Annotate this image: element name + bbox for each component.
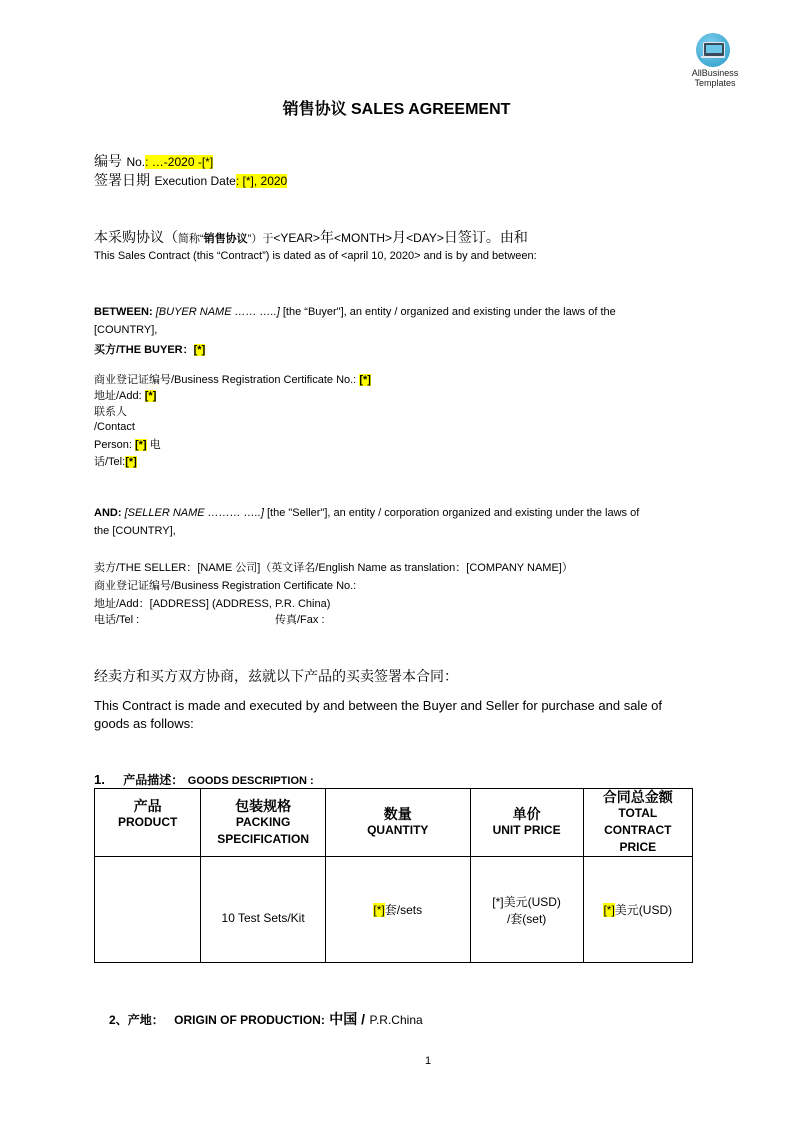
- buyer-contact-en: /Contact: [94, 421, 135, 433]
- cell-quantity: [*]套/sets: [325, 857, 470, 963]
- agreement-en-line1: This Contract is made and executed by and between the Buyer and Seller for purchase and sale of: [94, 698, 663, 713]
- cell-unit-price: [*]美元(USD) /套(set): [470, 857, 583, 963]
- page-title: 销售协议 SALES AGREEMENT: [282, 101, 511, 118]
- cell-packing: 10 Test Sets/Kit: [201, 857, 326, 963]
- header-packing: 包装规格 PACKING SPECIFICATION: [201, 789, 326, 857]
- seller-country: the [COUNTRY],: [94, 525, 176, 537]
- seller-label: 卖方/THE SELLER：[NAME 公司]（英文译名/English Name as translation：[COMPANY NAME]）: [94, 562, 573, 574]
- header-unit-price: 单价 UNIT PRICE: [470, 789, 583, 857]
- goods-table: [94, 788, 693, 963]
- agreement-cn: 经卖方和买方双方协商，兹就以下产品的买卖签署本合同：: [94, 668, 458, 684]
- logo-text: AllBusiness Templates: [691, 68, 739, 88]
- buyer-contact-person: Person: [*] 电: [94, 439, 161, 451]
- table-header-row: [95, 789, 693, 857]
- header-quantity: 数量 QUANTITY: [325, 789, 470, 857]
- section2-heading: 2、产地： ORIGIN OF PRODUCTION: 中国 / P.R.China: [109, 1011, 423, 1027]
- page-number: 1: [425, 1055, 432, 1067]
- buyer-registration: 商业登记证编号/Business Registration Certificate No.: [*]: [94, 374, 371, 386]
- seller-and: AND: [SELLER NAME ……… …..] [the "Seller"], an entity / corporation organized and existing under the laws of: [94, 507, 640, 519]
- agreement-en-line2: goods as follows:: [94, 716, 194, 731]
- seller-fax: 传真/Fax :: [275, 614, 325, 626]
- cell-total-price: [*]美元(USD): [583, 857, 692, 963]
- buyer-label: 买方/THE BUYER：[*]: [94, 344, 206, 356]
- table-row: [95, 857, 693, 963]
- buyer-address: 地址/Add: [*]: [94, 390, 157, 402]
- section1-heading: 1. 产品描述： GOODS DESCRIPTION :: [94, 772, 314, 787]
- intro-en: This Sales Contract (this “Contract”) is dated as of <april 10, 2020> and is by and between:: [94, 250, 537, 262]
- seller-registration: 商业登记证编号/Business Registration Certificate No.:: [94, 580, 357, 592]
- header-total-price: 合同总金额 TOTAL CONTRACT PRICE: [583, 789, 692, 857]
- buyer-between: BETWEEN: [BUYER NAME …… …..] [the “Buyer"], an entity / organized and existing under the laws of the: [94, 306, 616, 318]
- header-product: 产品 PRODUCT: [95, 789, 201, 857]
- intro-cn: 本采购协议（简称“销售协议”）于<YEAR>年<MONTH>月<DAY>日签订。由和: [94, 229, 528, 245]
- cell-product: [95, 857, 201, 963]
- execution-date: 签署日期 Execution Date: [*], 2020: [94, 172, 288, 188]
- buyer-contact-cn: 联系人: [94, 406, 127, 418]
- seller-tel: 电话/Tel :: [94, 614, 140, 626]
- allbusiness-logo-icon: [696, 33, 730, 67]
- contract-number: 编号 No.: …-2020 -[*]: [94, 153, 214, 169]
- seller-address: 地址/Add：[ADDRESS] (ADDRESS, P.R. China): [94, 598, 331, 610]
- laptop-icon: [703, 42, 725, 57]
- buyer-country: [COUNTRY],: [94, 324, 158, 336]
- buyer-tel: 话/Tel:[*]: [94, 456, 137, 468]
